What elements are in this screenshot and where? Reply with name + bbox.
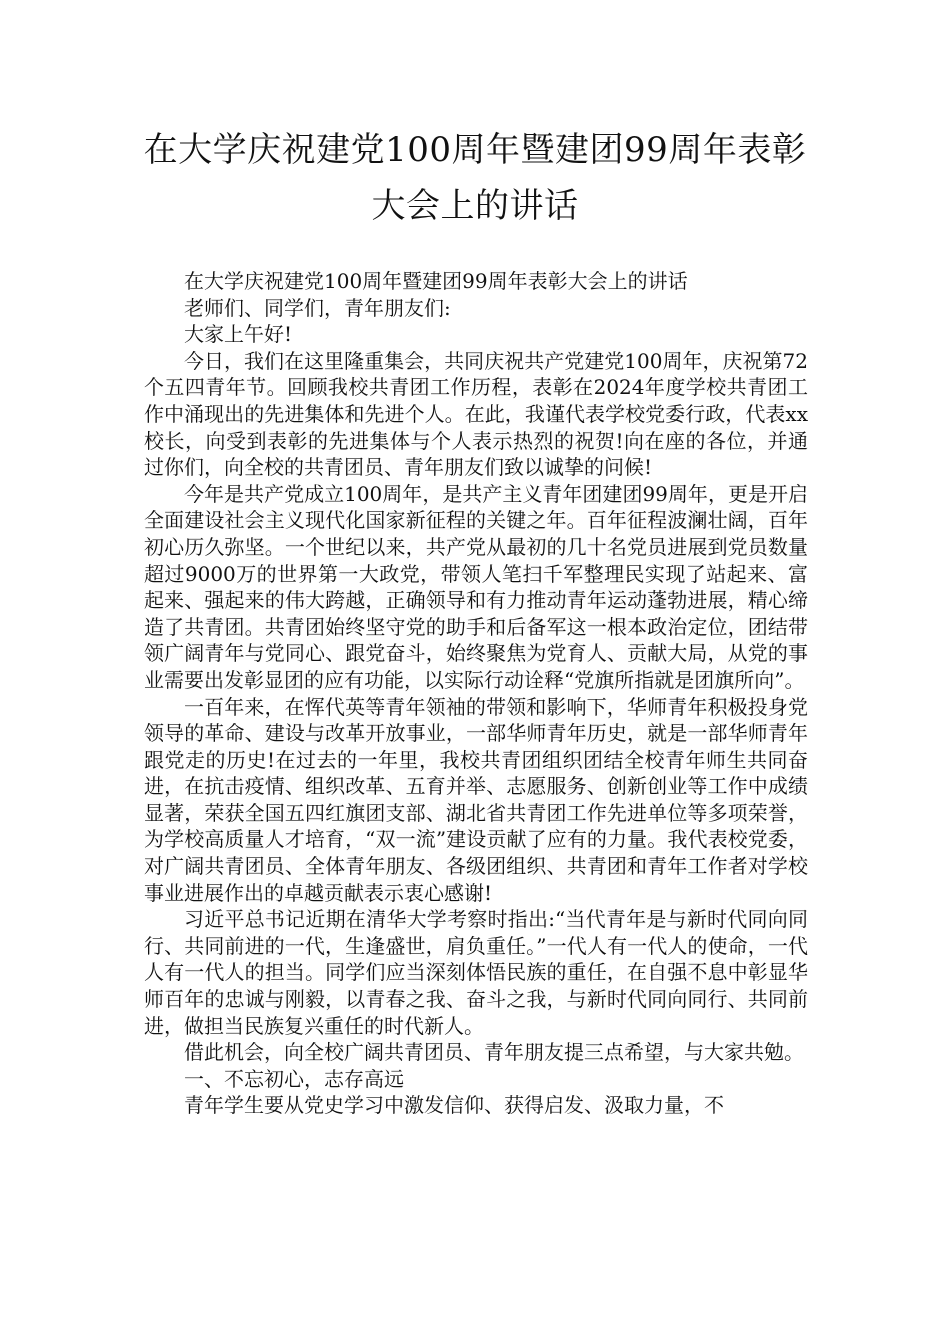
paragraph-greeting: 大家上午好! <box>184 322 293 347</box>
paragraph-section-1-text: 青年学生要从党史学习中激发信仰、获得启发、汲取力量，不 <box>184 1093 724 1118</box>
paragraph-heading-repeat: 在大学庆祝建党100周年暨建团99周年表彰大会上的讲话 <box>184 269 688 293</box>
paragraph-three-hopes: 借此机会，向全校广阔共青团员、青年朋友提三点希望，与大家共勉。 <box>184 1040 804 1065</box>
paragraph-xi-quote: 习近平总书记近期在清华大学考察时指出:“当代青年是与新时代同向同行、共同前进的一代，生逢盛世，肩负重任。”一代人有一代人的使命，一代人有一代人的担当。同学们应当深刻体悟民族的重任，在自强不息中彰显华师百年的忠诚与刚毅，以青春之我、奋斗之我，与新时代同向同行、共同前进，做担当民族复兴重任的时代新人。 <box>144 907 808 1038</box>
paragraph-opening: 今日，我们在这里隆重集会，共同庆祝共产党建党100周年，庆祝第72个五四青年节。回顾我校共青团工作历程，表彰在2024年度学校共青团工作中涌现出的先进集体和先进个人。在此，我谨代表学校党委行政，代表xx校长，向受到表彰的先进集体与个人表示热烈的祝贺!向在座的各位，并通过你们，向全校的共青团员、青年朋友们致以诚挚的问候! <box>144 348 808 480</box>
document-body <box>144 268 808 1119</box>
paragraph-party-centenary: 今年是共产党成立100周年，是共产主义青年团建团99周年，更是开启全面建设社会主义现代化国家新征程的关键之年。百年征程波澜壮阔，百年初心历久弥坚。一个世纪以来，共产党从最初的几十名党员进展到党员数量超过9000万的世界第一大政党，带领人笔扫千军整理民实现了站起来、富起来、强起来的伟大跨越，正确领导和有力推动青年运动蓬勃进展，精心缔造了共青团。共青团始终坚守党的助手和后备军这一根本政治定位，团结带领广阔青年与党同心、跟党奋斗，始终聚焦为党育人、贡献大局，从党的事业需要出发彰显团的应有功能，以实际行动诠释“党旗所指就是团旗所向”。 <box>144 481 808 692</box>
paragraph-century-youth: 一百年来，在恽代英等青年领袖的带领和影响下，华师青年积极投身党领导的革命、建设与改革开放事业，一部华师青年历史，就是一部华师青年跟党走的历史!在过去的一年里，我校共青团组织团结全校青年师生共同奋进，在抗击疫情、组织改革、五育并举、志愿服务、创新创业等工作中成绩显著，荣获全国五四红旗团支部、湖北省共青团工作先进单位等多项荣誉，为学校高质量人才培育，“双一流”建设贡献了应有的力量。我代表校党委，对广阔共青团员、全体青年朋友、各级团组织、共青团和青年工作者对学校事业进展作出的卓越贡献表示衷心感谢! <box>144 694 808 905</box>
paragraph-salutation: 老师们、同学们，青年朋友们: <box>184 295 451 320</box>
document-title: 在大学庆祝建党100周年暨建团99周年表彰大会上的讲话 <box>143 130 807 226</box>
paragraph-section-heading-1: 一、不忘初心，志存高远 <box>184 1066 404 1091</box>
